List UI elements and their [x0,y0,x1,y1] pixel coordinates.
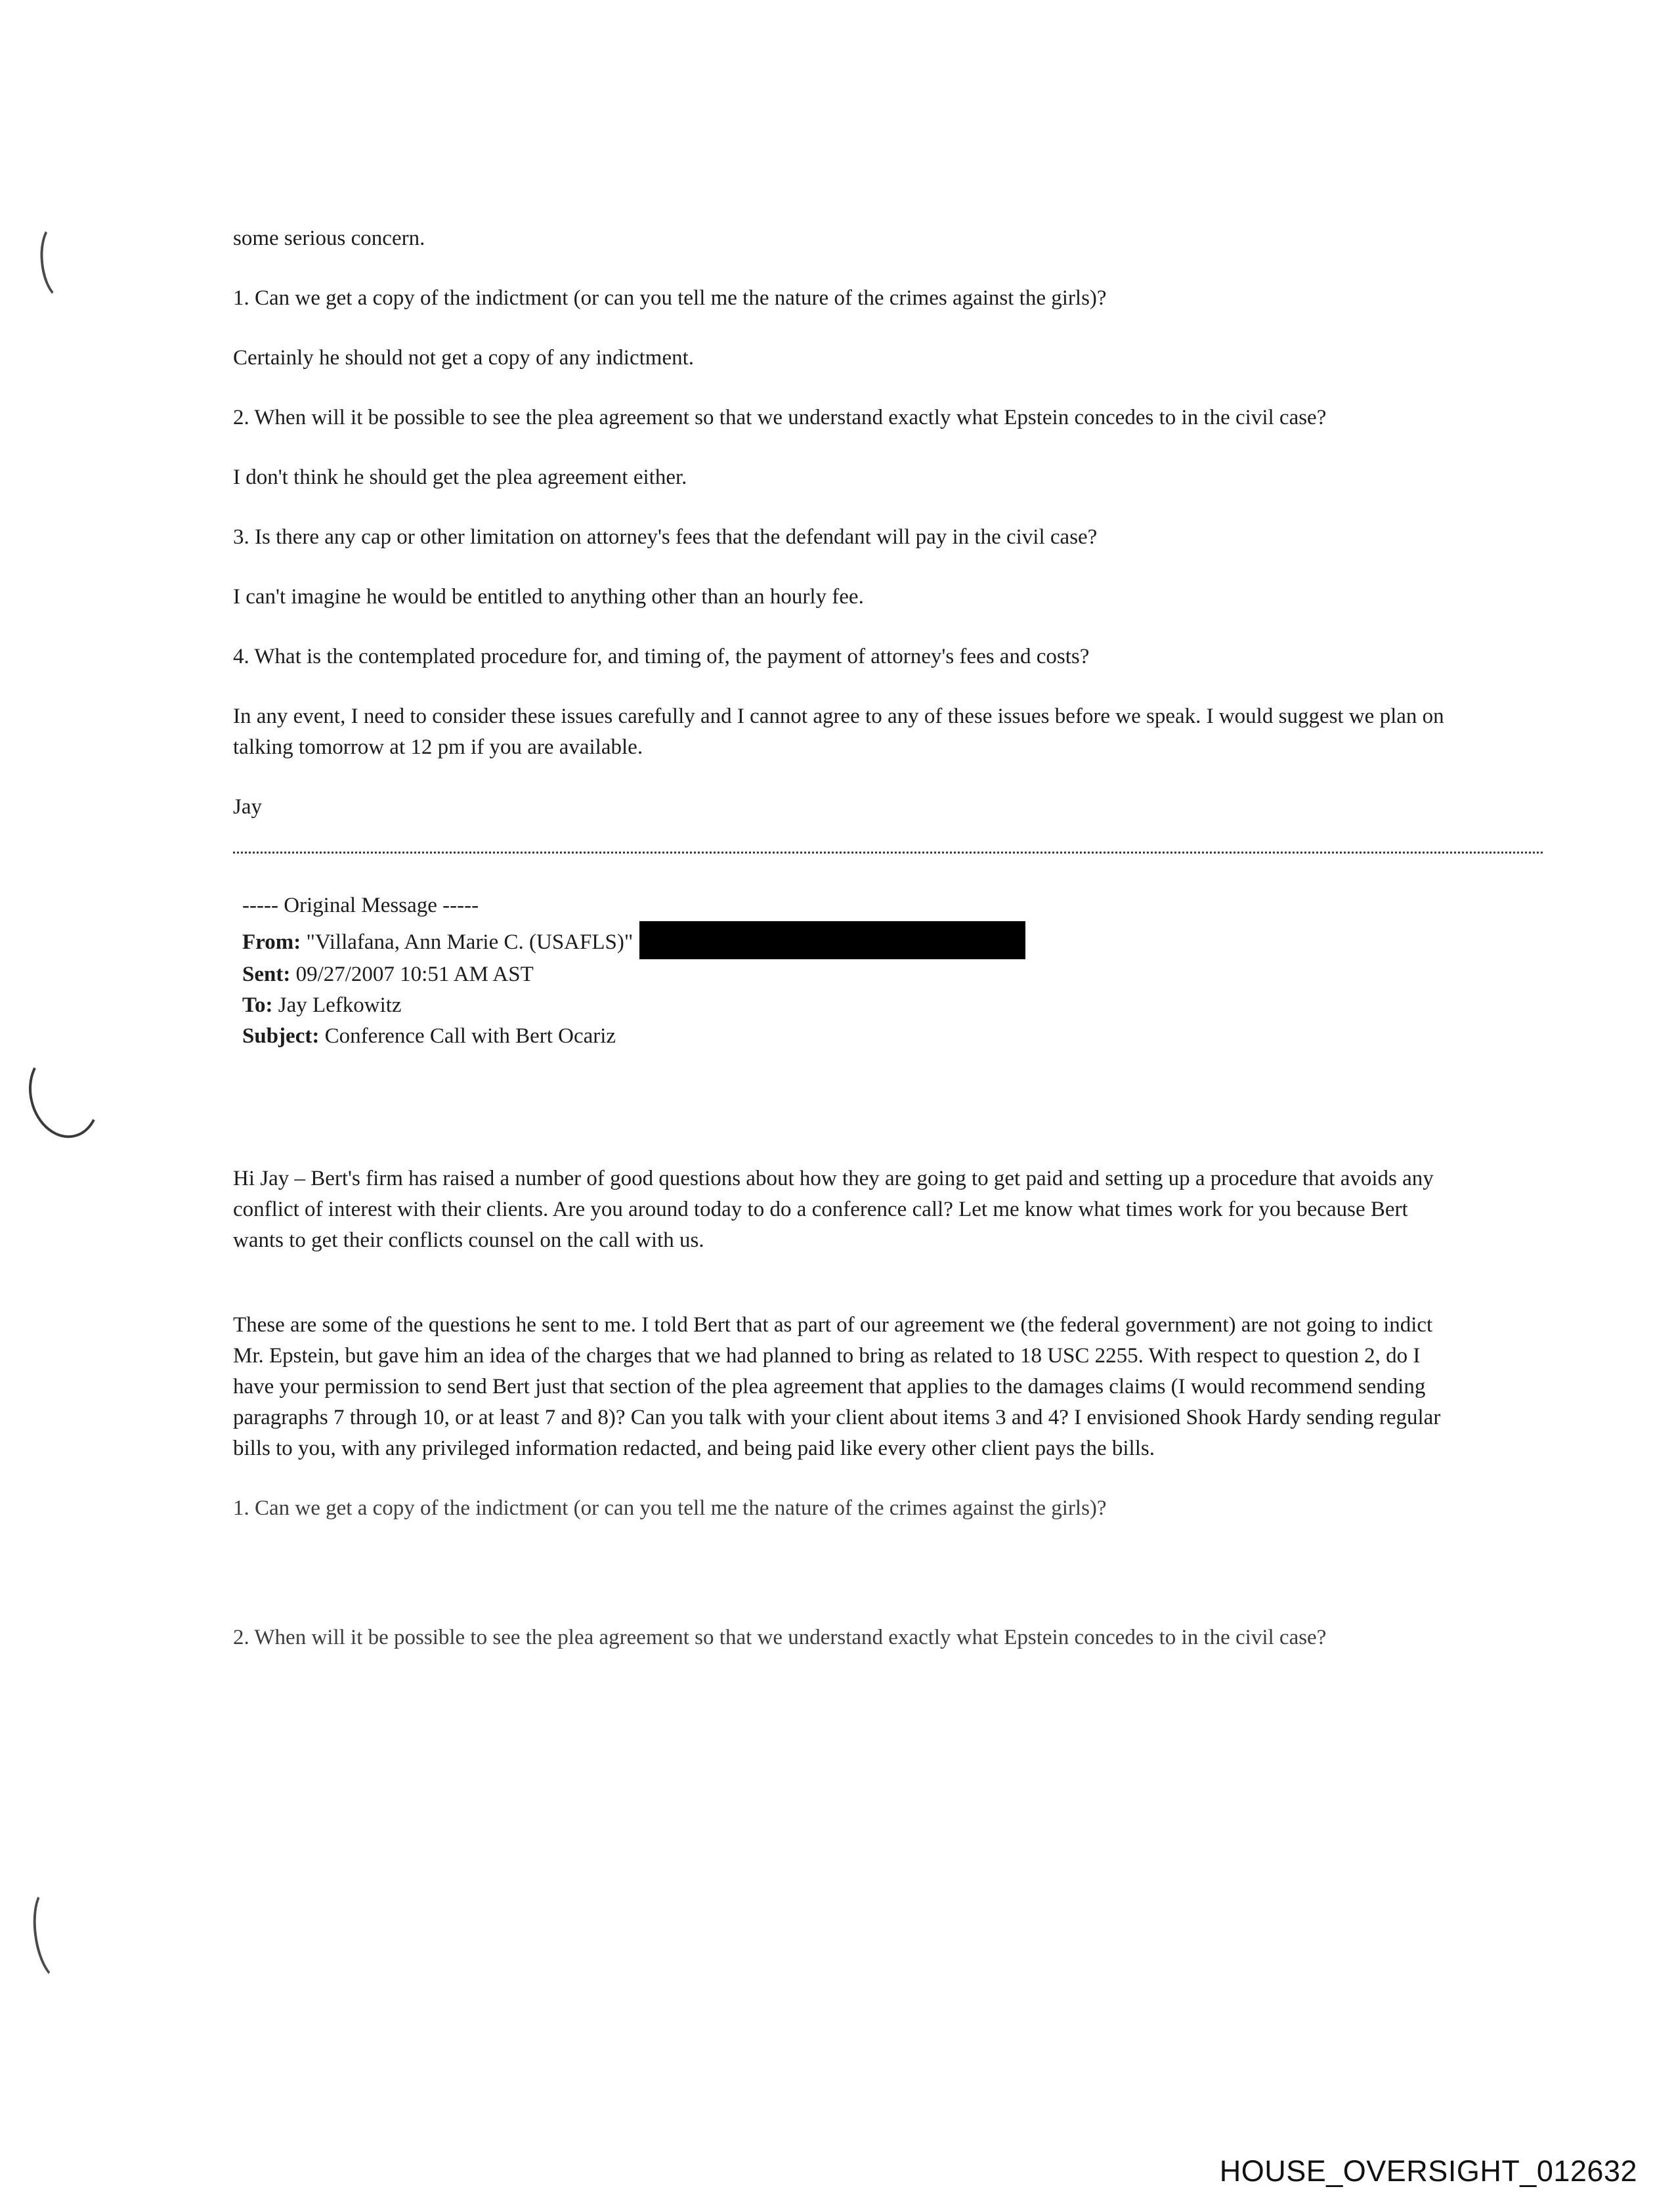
reply-closing: In any event, I need to consider these issues carefully and I cannot agree to any of these issues before we speak. I would suggest we plan on talking tomorrow at 12 pm if you are available. [233,705,1444,759]
message-question-2: 2. When will it be possible to see the plea agreement so that we understand exactly what Epstein concedes to in the civil case? [233,1626,1327,1649]
scan-artifact-mark-middle [20,1042,109,1146]
bates-stamp: HOUSE_OVERSIGHT_012632 [1219,2154,1637,2188]
document-body [233,223,1543,1653]
message-paragraph-2: These are some of the questions he sent to me. I told Bert that as part of our agreement we (the federal government) are not going to indict Mr. Epstein, but gave him an idea of the charges that we had planned to bring as related to 18 USC 2255. With respect to question 2, do I have your permission to send Bert just that section of the plea agreement that applies to the damages claims (I would recommend sending paragraphs 7 through 10, or at least 7 and 8)? Can you talk with your client about items 3 and 4? I envisioned Shook Hardy sending regular bills to you, with any privileged information redacted, and being paid like every other client pays the bills. [233,1313,1441,1460]
to-value: Jay Lefkowitz [278,993,402,1017]
to-label: To: [242,993,273,1017]
reply-question-3: 3. Is there any cap or other limitation on attorney's fees that the defendant will pay in the civil case? [233,525,1098,549]
reply-question-4: 4. What is the contemplated procedure for, and timing of, the payment of attorney's fees and costs? [233,645,1090,668]
sent-value: 09/27/2007 10:51 AM AST [295,963,534,986]
reply-answer-2: I don't think he should get the plea agreement either. [233,466,687,489]
message-divider-line [233,852,1543,854]
from-line [242,921,1453,959]
from-label: From: [242,930,301,954]
subject-label: Subject: [242,1024,320,1048]
reply-opening-fragment: some serious concern. [233,227,425,250]
subject-value: Conference Call with Bert Ocariz [324,1024,616,1048]
subject-line [242,1021,1453,1052]
scan-artifact-mark-bottom [28,1883,83,1984]
original-message-separator: ----- Original Message ----- [242,894,479,917]
reply-signature: Jay [233,795,262,819]
reply-question-1: 1. Can we get a copy of the indictment (or can you tell me the nature of the crimes against the girls)? [233,286,1107,310]
reply-answer-3: I can't imagine he would be entitled to anything other than an hourly fee. [233,585,864,609]
reply-question-2: 2. When will it be possible to see the plea agreement so that we understand exactly what Epstein concedes to in the civil case? [233,406,1327,429]
sent-label: Sent: [242,963,291,986]
reply-answer-1: Certainly he should not get a copy of any indictment. [233,346,695,370]
sent-line [242,959,1453,990]
original-message-header [233,890,1543,1052]
to-line [242,990,1453,1021]
redaction-box [639,921,1025,959]
from-value: "Villafana, Ann Marie C. (USAFLS)" [306,930,633,954]
scan-artifact-mark-top [37,220,84,303]
message-paragraph-1: Hi Jay – Bert's firm has raised a number of good questions about how they are going to get paid and setting up a procedure that avoids any conflict of interest with their clients. Are you around today to do a conference call? Let me know what times work for you because Bert wants to get their conflicts counsel on the call with us. [233,1167,1434,1252]
message-question-1: 1. Can we get a copy of the indictment (or can you tell me the nature of the crimes against the girls)? [233,1496,1107,1520]
